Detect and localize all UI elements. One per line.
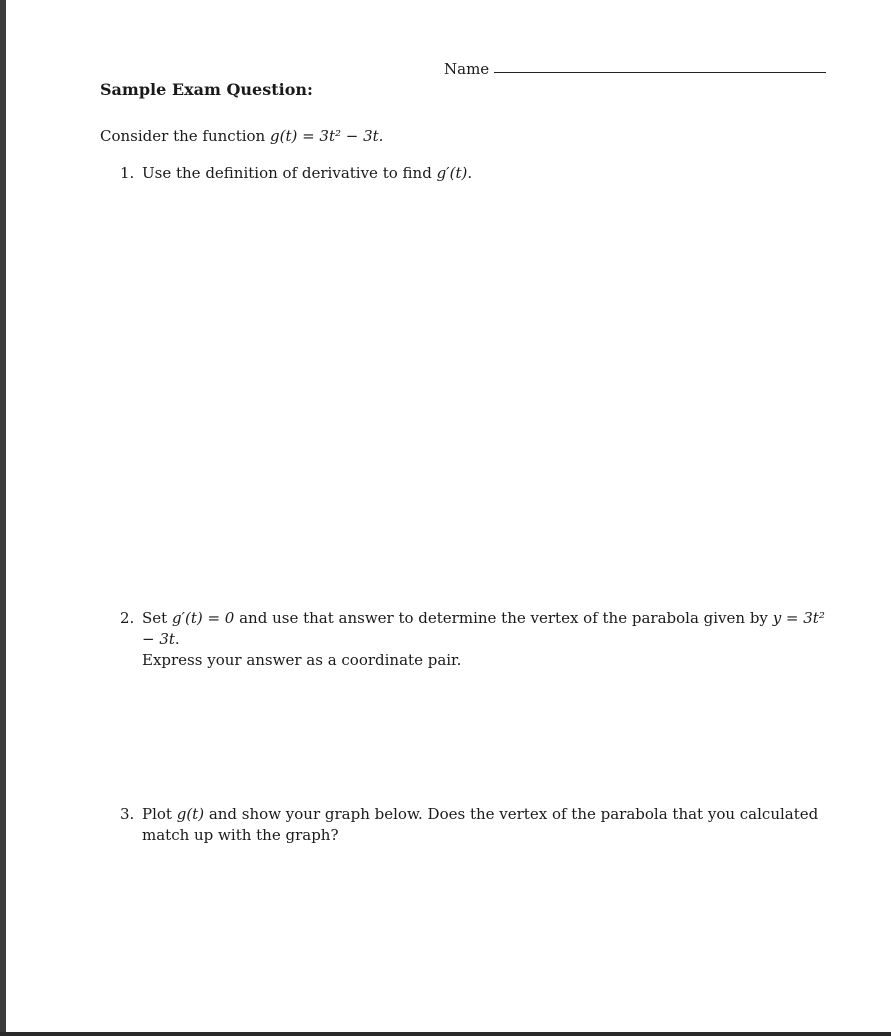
exam-page — [6, 0, 891, 1032]
question-text — [142, 608, 842, 671]
math-segment: y = 3t² − 3t — [142, 609, 825, 648]
text-segment: Set — [142, 609, 172, 627]
question-text — [142, 163, 842, 184]
page-title: Sample Exam Question: — [100, 80, 313, 99]
name-blank-line — [494, 72, 826, 73]
text-segment: . — [174, 630, 180, 648]
name-field — [444, 60, 844, 80]
text-segment: . — [467, 164, 473, 182]
math-segment: g′(t) — [436, 164, 468, 182]
viewer-bottom-edge — [0, 1032, 891, 1036]
question-text — [142, 804, 842, 846]
text-segment: Plot — [142, 805, 177, 823]
question-number: 2. — [120, 609, 135, 627]
intro-math: g(t) = 3t² − 3t. — [269, 127, 384, 145]
text-segment: Use the definition of derivative to find — [142, 164, 437, 182]
intro-prefix: Consider the function — [100, 127, 270, 145]
question-line: Express your answer as a coordinate pair. — [142, 651, 462, 669]
name-label: Name — [444, 60, 490, 78]
math-segment: g′(t) = 0 — [171, 609, 235, 627]
question-line — [142, 804, 842, 825]
text-segment: and use that answer to determine the vertex of the parabola given by — [234, 609, 773, 627]
question-line: match up with the graph? — [142, 826, 339, 844]
question-number: 1. — [120, 164, 135, 182]
question-number: 3. — [120, 805, 135, 823]
text-segment: and show your graph below. Does the vertex of the parabola that you calculated — [204, 805, 819, 823]
intro-text — [100, 127, 383, 145]
question-line — [142, 608, 842, 650]
math-segment: g(t) — [176, 805, 205, 823]
